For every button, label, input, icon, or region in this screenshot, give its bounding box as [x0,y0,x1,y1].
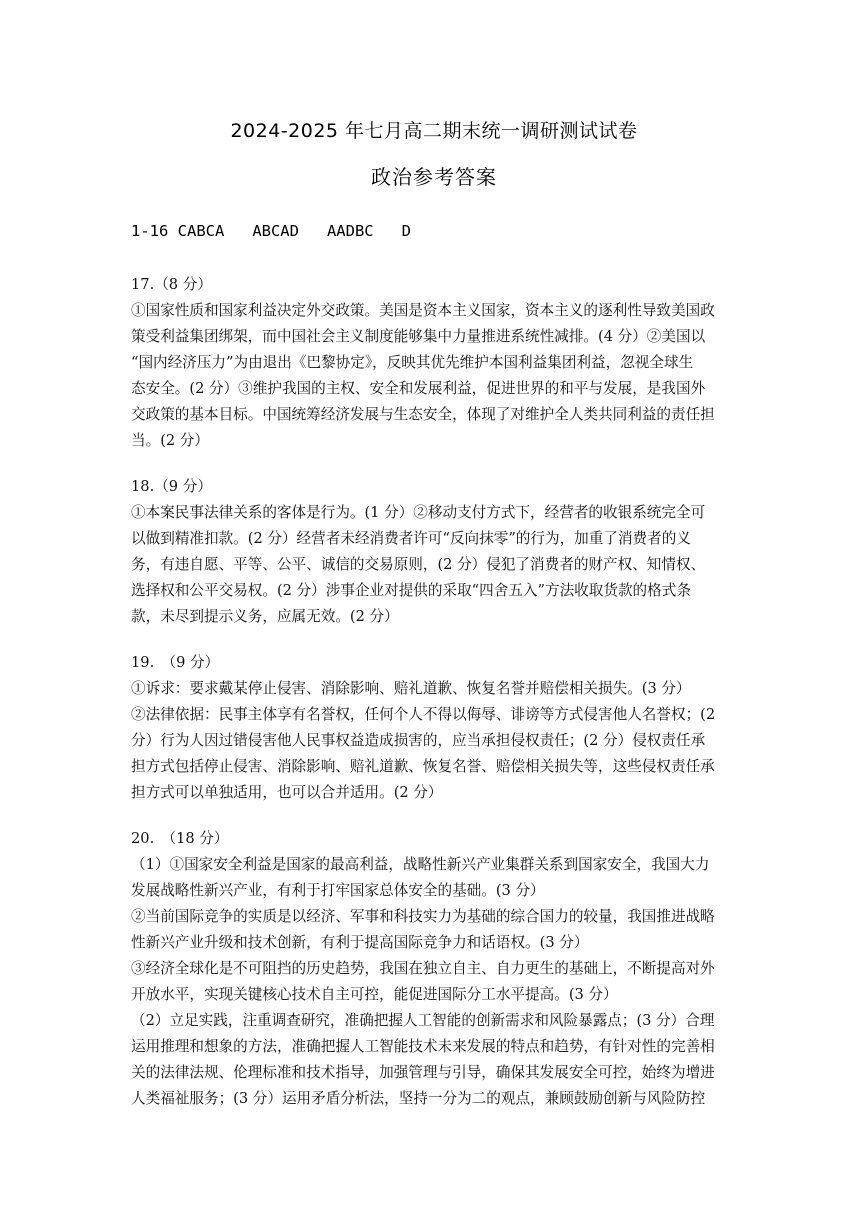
answer-line: 以做到精准扣款。(2 分）经营者未经消费者许可“反向抹零”的行为，加重了消费者的义 [131,530,691,547]
answer-line: （1）①国家安全利益是国家的最高利益，战略性新兴产业集群关系到国家安全，我国大力 [131,856,710,873]
answer-line: 性新兴产业升级和技术创新，有利于提高国际竞争力和话语权。(3 分） [131,934,589,951]
exam-subtitle: 政治参考答案 [371,165,497,189]
question-heading: 17.（8 分） [131,276,212,293]
answer-line: ③经济全球化是不可阻挡的历史趋势，我国在独立自主、自力更生的基础上，不断提高对外 [131,960,715,977]
exam-title: 2024-2025 年七月高二期末统一调研测试试卷 [230,120,638,142]
question-20 [131,826,741,1112]
answer-line: ②法律依据：民事主体享有名誉权，任何个人不得以侮辱、诽谤等方式侵害他人名誉权；(2 [131,706,716,723]
answer-line: ①国家性质和国家利益决定外交政策。美国是资本主义国家，资本主义的逐利性导致美国政 [131,302,715,319]
answer-line: ①本案民事法律关系的客体是行为。(1 分）②移动支付方式下，经营者的收银系统完全可 [131,504,706,521]
question-heading: 18.（9 分） [131,478,212,495]
question-heading: 19. （9 分） [131,654,220,671]
answer-line: 态安全。(2 分）③维护我国的主权、安全和发展利益，促进世界的和平与发展，是我国外 [131,380,706,397]
answer-line: 人类福祉服务；(3 分）运用矛盾分析法，坚持一分为二的观点，兼顾鼓励创新与风险防控 [131,1090,706,1107]
answer-line: 发展战略性新兴产业，有利于打牢国家总体安全的基础。(3 分） [131,882,545,899]
answer-line: 担方式包括停止侵害、消除影响、赔礼道歉、恢复名誉、赔偿相关损失等，这些侵权责任承 [131,758,715,775]
answer-line: 分）行为人因过错侵害他人民事权益造成损害的，应当承担侵权责任；(2 分）侵权责任承 [131,732,706,749]
answer-line: “国内经济压力”为由退出《巴黎协定》，反映其优先维护本国利益集团利益，忽视全球生 [131,354,694,371]
choice-answers: 1-16 CABCA ABCAD AADBC D [131,222,411,240]
answer-line: ②当前国际竞争的实质是以经济、军事和科技实力为基础的综合国力的较量，我国推进战略 [131,908,715,925]
answer-line: 开放水平，实现关键核心技术自主可控，能促进国际分工水平提高。(3 分） [131,986,618,1003]
answer-line: 当。(2 分） [131,432,209,449]
answer-line: 运用推理和想象的方法，准确把握人工智能技术未来发展的特点和趋势，有针对性的完善相 [131,1038,715,1055]
answer-line: 交政策的基本目标。中国统筹经济发展与生态安全，体现了对维护全人类共同利益的责任担 [131,406,715,423]
answer-line: 策受利益集团绑架，而中国社会主义制度能够集中力量推进系统性减排。(4 分）②美国以 [131,328,706,345]
answer-line: 款，未尽到提示义务，应属无效。(2 分） [131,608,399,625]
question-17 [131,272,741,454]
answer-line: 选择权和公平交易权。(2 分）涉事企业对提供的采取“四舍五入”方法收取货款的格式条 [131,582,691,599]
question-heading: 20. （18 分） [131,830,229,847]
answer-line: 务，有违自愿、平等、公平、诚信的交易原则，(2 分）侵犯了消费者的财产权、知情权、 [131,556,706,573]
answer-line: （2）立足实践，注重调查研究，准确把握人工智能的创新需求和风险暴露点；(3 分）合理 [131,1012,715,1029]
answer-line: 关的法律法规、伦理标准和技术指导，加强管理与引导，确保其发展安全可控，始终为增进 [131,1064,715,1081]
question-18 [131,474,741,630]
answer-line: 担方式可以单独适用，也可以合并适用。(2 分） [131,784,443,801]
answer-line: ①诉求：要求戴某停止侵害、消除影响、赔礼道歉、恢复名誉并赔偿相关损失。(3 分） [131,680,691,697]
question-19 [131,650,741,806]
